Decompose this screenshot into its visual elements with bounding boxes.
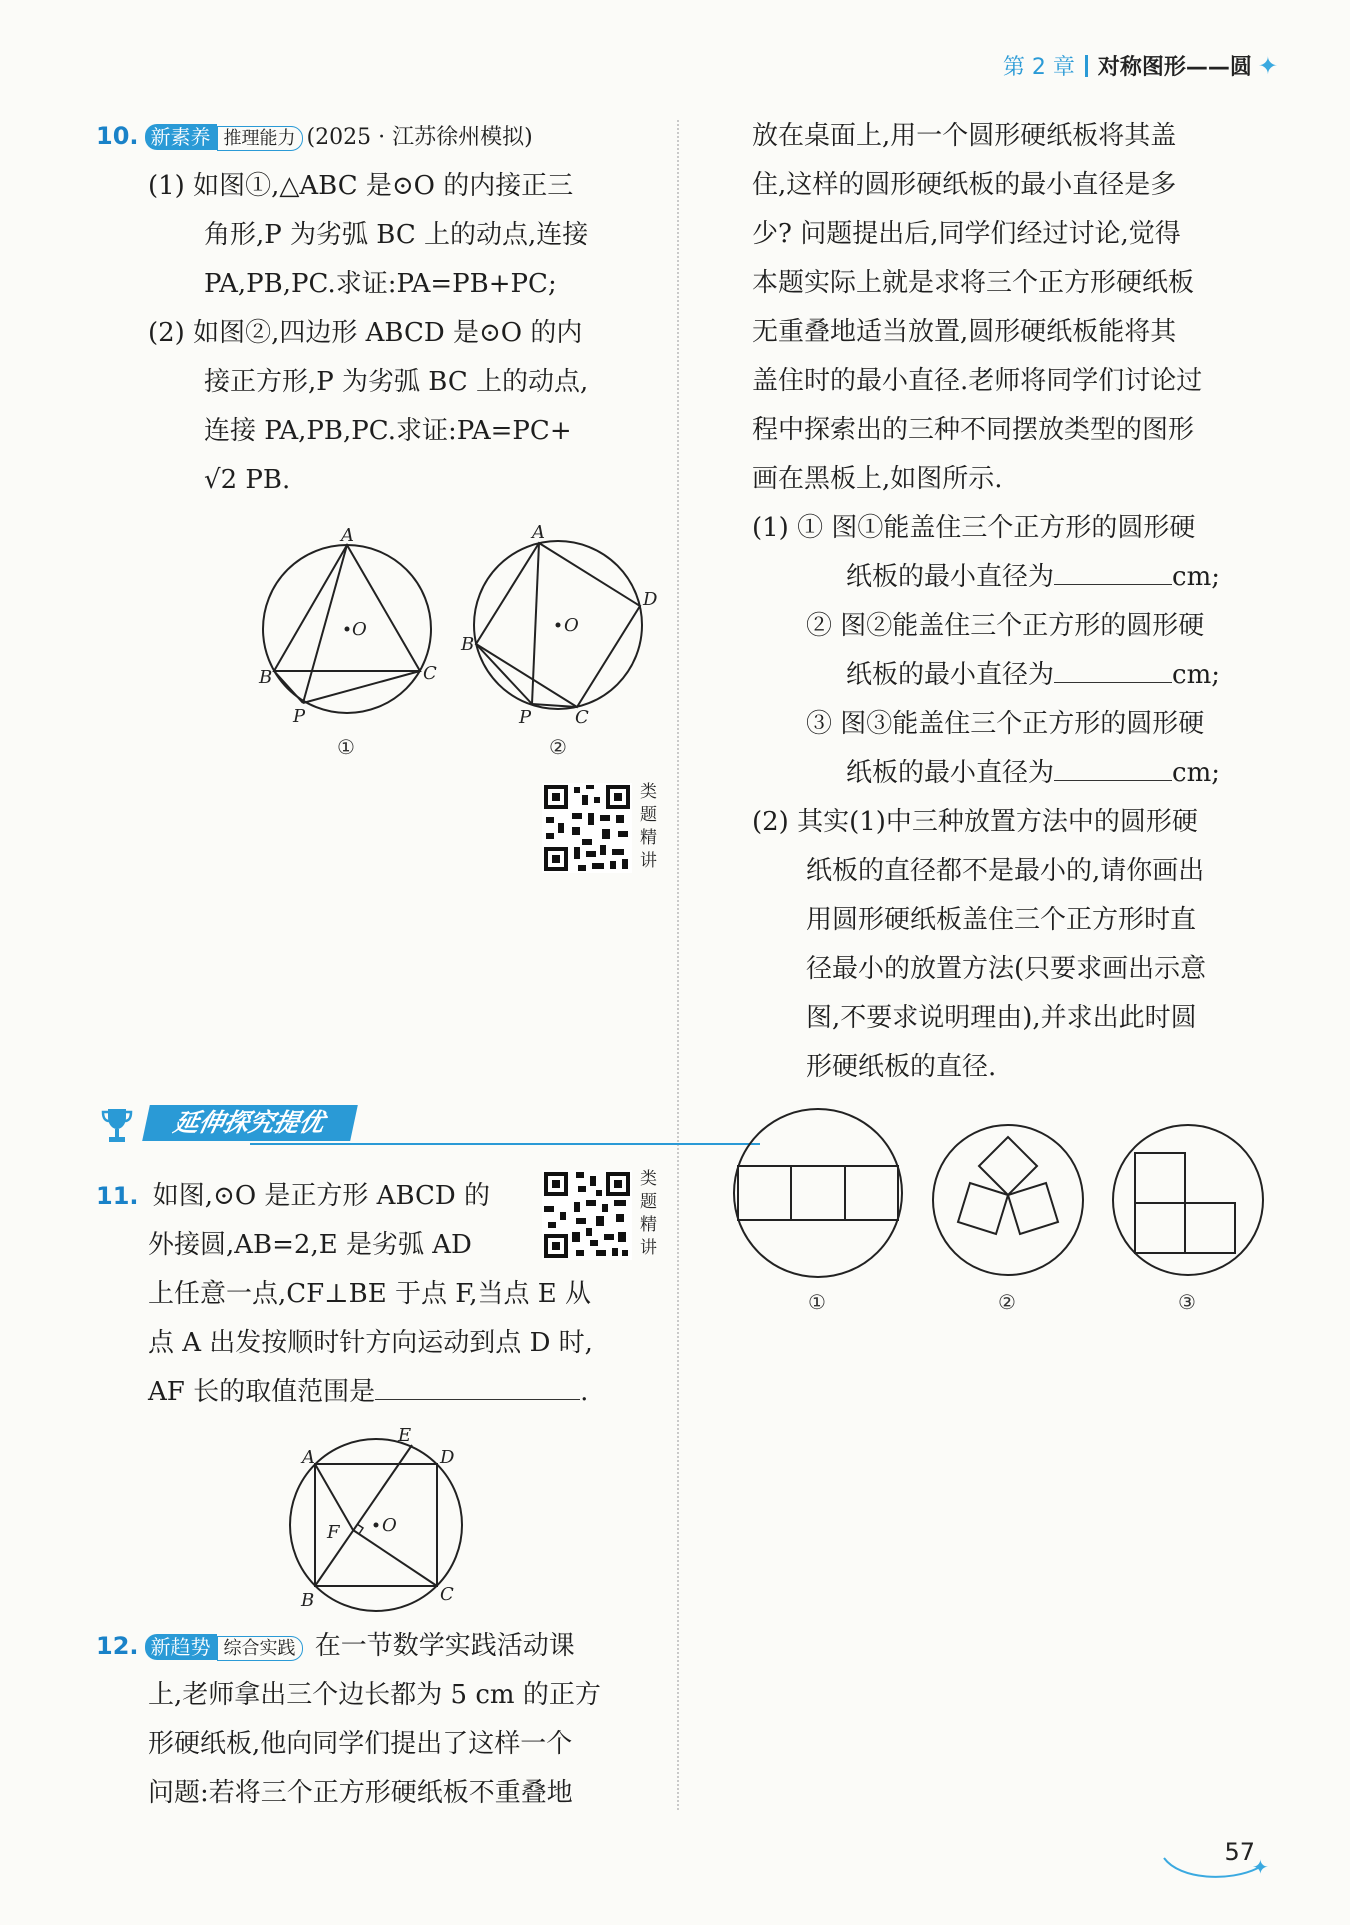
fig2-label-p: P <box>519 707 532 728</box>
q12-figures <box>730 1105 1270 1285</box>
chapter-title: 对称图形——圆 <box>1097 55 1252 80</box>
q12-right-line7: 程中探索出的三种不同摆放类型的图形 <box>752 415 1195 445</box>
q11-line1-text: 如图,⊙O 是正方形 ABCD 的 <box>152 1181 491 1211</box>
q12-sub2-blank[interactable] <box>1054 656 1172 683</box>
section-underline <box>250 1143 760 1145</box>
q10-part1-line2: 角形,P 为劣弧 BC 上的动点,连接 <box>204 220 589 250</box>
q12-right-line3: 少? 问题提出后,同学们经过讨论,觉得 <box>752 219 1181 249</box>
q12-right-line2: 住,这样的圆形硬纸板的最小直径是多 <box>752 170 1177 200</box>
q10-part2-line3: 连接 PA,PB,PC.求证:PA=PC+ <box>204 416 572 446</box>
q12-part2-line5: 图,不要求说明理由),并求出此时圆 <box>806 1003 1197 1033</box>
q10-part1-line1: (1) 如图①,△ABC 是⊙O 的内接正三 <box>148 171 574 201</box>
q10-part1-line3: PA,PB,PC.求证:PA=PB+PC; <box>204 269 557 299</box>
q10-tag-new-literacy: 新素养 <box>145 124 217 150</box>
q11-line2: 外接圆,AB=2,E 是劣弧 AD <box>148 1230 472 1260</box>
q12-right-line1: 放在桌面上,用一个圆形硬纸板将其盖 <box>752 121 1177 151</box>
q10-heading <box>96 112 666 162</box>
q12-caption-1: ① <box>808 1290 826 1314</box>
fig2-label-b: B <box>461 634 475 655</box>
svg-text:✦: ✦ <box>1252 1855 1269 1879</box>
q12-caption-2: ② <box>998 1290 1016 1314</box>
q12-sub1-line1: (1) ① 图①能盖住三个正方形的圆形硬 <box>752 513 1196 543</box>
section-title: 延伸探究提优 <box>142 1105 358 1141</box>
q11-label-c: C <box>440 1584 454 1605</box>
q12-tag-practice: 综合实践 <box>217 1636 303 1661</box>
q12-part2-line4: 径最小的放置方法(只要求画出示意 <box>806 954 1207 984</box>
q12-sub2-line1: ② 图②能盖住三个正方形的圆形硬 <box>806 611 1205 641</box>
q12-sub3-line1: ③ 图③能盖住三个正方形的圆形硬 <box>806 709 1205 739</box>
q12-sub2-text: 纸板的最小直径为 <box>846 660 1055 690</box>
q11-number: 11. <box>96 1182 139 1210</box>
q12-right-line6: 盖住时的最小直径.老师将同学们讨论过 <box>752 366 1203 396</box>
q12-tag-new-trend: 新趋势 <box>145 1634 217 1660</box>
q12-figure-3 <box>1113 1125 1263 1275</box>
chapter-label: 第 2 章 <box>1002 55 1075 80</box>
fig1-label-c: C <box>423 663 437 684</box>
q12-sub3-line2 <box>752 749 1262 798</box>
q10-part2-line4: √2 PB. <box>204 465 291 495</box>
q12-figure-1 <box>734 1109 902 1277</box>
fig1-label-b: B <box>259 667 273 688</box>
fig2-label-a: A <box>532 522 545 543</box>
fig1-label-p: P <box>293 706 306 727</box>
q12-sub1-blank[interactable] <box>1054 558 1172 585</box>
q10-number: 10. <box>96 122 139 150</box>
q12-figure-2 <box>933 1125 1083 1275</box>
q12-sub2-line2 <box>752 651 1262 700</box>
q10-source: (2025 · 江苏徐州模拟) <box>306 125 533 150</box>
section-header <box>100 1105 660 1145</box>
q12-caption-3: ③ <box>1178 1290 1196 1314</box>
q11-line4: 点 A 出发按顺时针方向运动到点 D 时, <box>148 1328 593 1358</box>
q11-line5-text: AF 长的取值范围是 <box>148 1377 376 1407</box>
q12-sub1-text: 纸板的最小直径为 <box>846 562 1055 592</box>
q12-number: 12. <box>96 1632 139 1660</box>
q12-sub3-unit: cm; <box>1172 758 1220 788</box>
question-12-continued <box>752 112 1262 1092</box>
q10-tag-reasoning: 推理能力 <box>217 126 303 151</box>
q10-part2-line2: 接正方形,P 为劣弧 BC 上的动点, <box>204 367 589 397</box>
q10-figures <box>255 522 658 735</box>
q12-sub1-line2 <box>752 553 1262 602</box>
fig2-label-o: O <box>564 615 579 636</box>
q12-part2-line6: 形硬纸板的直径. <box>806 1052 997 1082</box>
question-12-start <box>96 1622 666 1818</box>
q12-heading <box>96 1622 666 1671</box>
fig1-label-a: A <box>341 525 354 546</box>
qr-label-1: 类题精讲 <box>640 782 657 871</box>
page-header <box>1003 50 1278 81</box>
qr-code-icon[interactable] <box>542 1170 632 1260</box>
q11-period: . <box>580 1377 589 1407</box>
fig2-label-d: D <box>643 589 658 610</box>
q12-sub3-blank[interactable] <box>1054 754 1172 781</box>
q12-line4: 问题:若将三个正方形硬纸板不重叠地 <box>148 1778 573 1808</box>
q10-caption-2: ② <box>549 735 567 759</box>
q11-line3: 上任意一点,CF⊥BE 于点 F,当点 E 从 <box>148 1279 592 1309</box>
question-10 <box>96 112 666 505</box>
q11-label-d: D <box>440 1447 455 1468</box>
qr-code-icon[interactable] <box>542 783 632 873</box>
fig2-label-c: C <box>575 707 589 728</box>
q11-line5 <box>96 1368 666 1417</box>
q11-label-a: A <box>302 1447 315 1468</box>
q12-line2: 上,老师拿出三个边长都为 5 cm 的正方 <box>148 1680 601 1710</box>
fig1-label-o: O <box>352 619 367 640</box>
q12-sub2-unit: cm; <box>1172 660 1220 690</box>
q12-line1: 在一节数学实践活动课 <box>314 1631 575 1661</box>
q12-part2-line1: (2) 其实(1)中三种放置方法中的圆形硬 <box>752 807 1198 837</box>
q11-label-e: E <box>398 1425 412 1446</box>
q12-line3: 形硬纸板,他向同学们提出了这样一个 <box>148 1729 573 1759</box>
q11-label-o: O <box>382 1515 397 1536</box>
sparkle-icon: ✦ <box>1257 51 1278 80</box>
q12-sub3-text: 纸板的最小直径为 <box>846 758 1055 788</box>
header-separator <box>1085 55 1088 77</box>
qr-label-2: 类题精讲 <box>640 1169 657 1258</box>
q10-part2-line1: (2) 如图②,四边形 ABCD 是⊙O 的内 <box>148 318 583 348</box>
q11-label-b: B <box>301 1590 315 1611</box>
page-number: 57 <box>1224 1838 1255 1866</box>
q12-right-line8: 画在黑板上,如图所示. <box>752 464 1003 494</box>
column-divider <box>677 120 679 1810</box>
q11-answer-blank[interactable] <box>375 1373 580 1400</box>
q10-figure-1 <box>258 525 437 727</box>
q12-right-line4: 本题实际上就是求将三个正方形硬纸板 <box>752 268 1195 298</box>
q12-part2-line2: 纸板的直径都不是最小的,请你画出 <box>806 856 1205 886</box>
q12-sub1-unit: cm; <box>1172 562 1220 592</box>
q12-right-line5: 无重叠地适当放置,圆形硬纸板能将其 <box>752 317 1177 347</box>
q10-caption-1: ① <box>337 735 355 759</box>
q11-label-f: F <box>327 1522 340 1543</box>
q11-figure <box>280 1425 480 1625</box>
trophy-icon <box>100 1105 134 1145</box>
q12-part2-line3: 用圆形硬纸板盖住三个正方形时直 <box>806 905 1197 935</box>
q10-figure-2 <box>460 522 658 728</box>
